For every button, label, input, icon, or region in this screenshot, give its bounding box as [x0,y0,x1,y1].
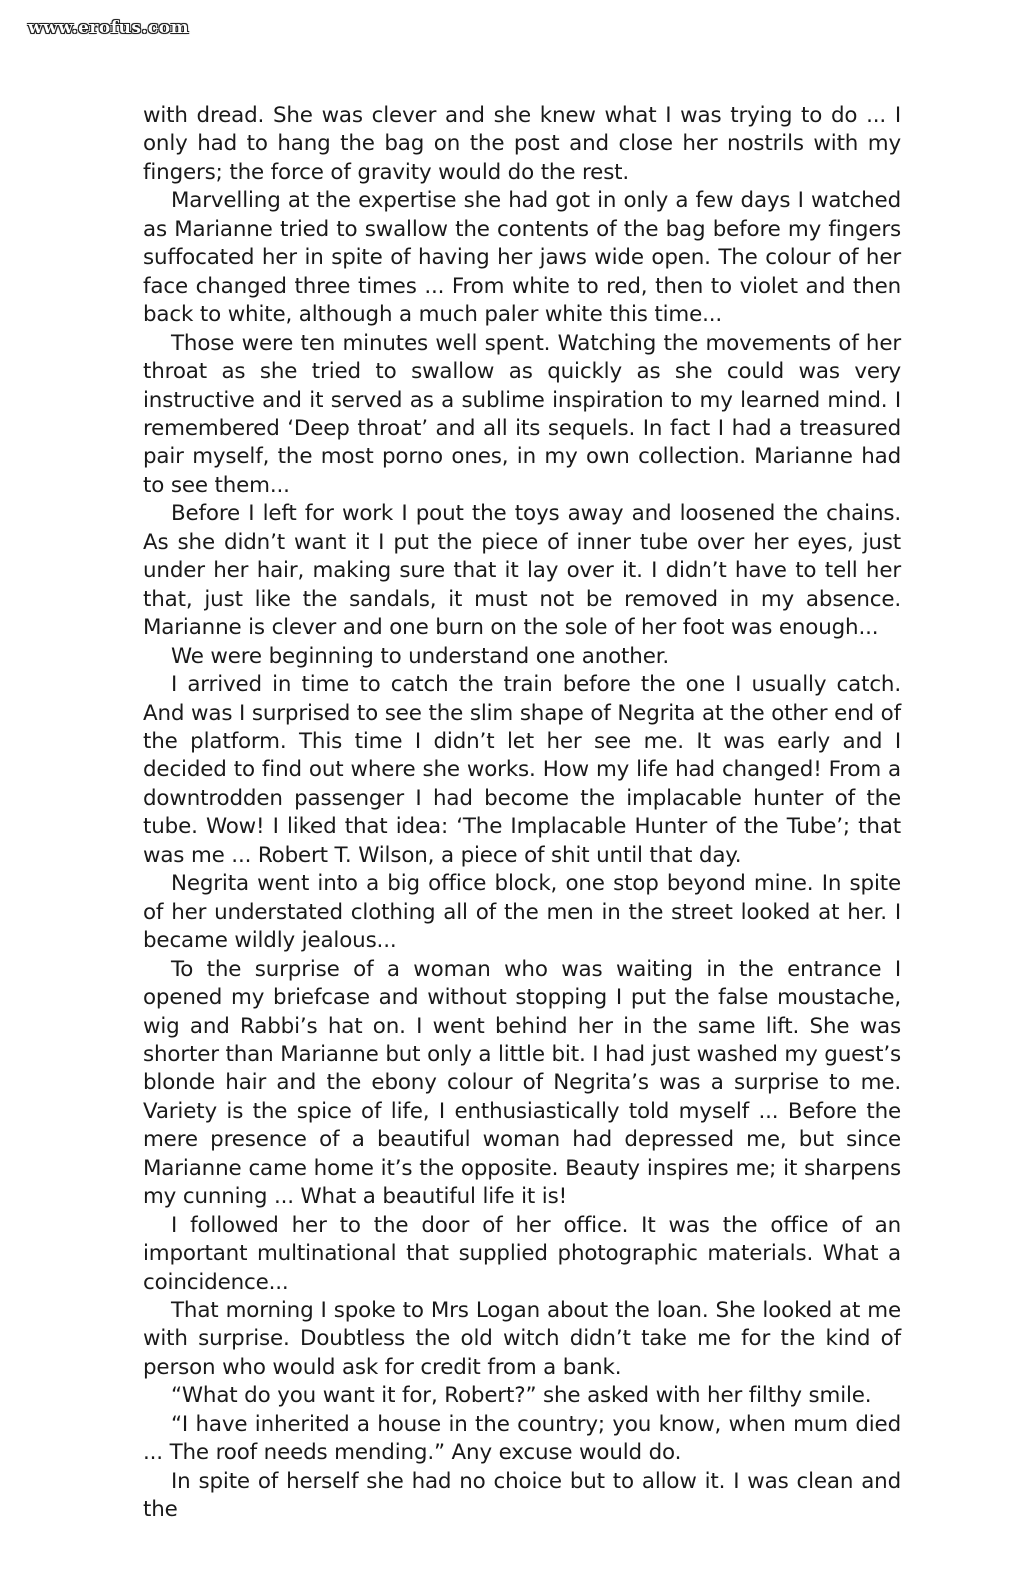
paragraph: In spite of herself she had no choice but to allow it. I was clean and the [143,1468,901,1523]
paragraph: That morning I spoke to Mrs Logan about the loan. She looked at me with surprise. Doubtless the old witch didn’t take me for the kind of person who would ask for credit from a bank. [143,1298,901,1380]
page-body [143,102,901,1525]
paragraph: Negrita went into a big office block, one stop beyond mine. In spite of her understated clothing all of the men in the street looked at her. I became wildly jealous... [143,871,901,954]
watermark: www.erofus.com [28,18,190,38]
paragraph: “I have inherited a house in the country; you know, when mum died ... The roof needs mending.” Any excuse would do. [143,1411,901,1466]
paragraph: I arrived in time to catch the train before the one I usually catch. And was I surprised to see the slim shape of Negrita at the other end of the platform. This time I didn’t let her see me. It was early and I decided to find out where she works. How my life had changed! From a downtrodden passenger I had become the implacable hunter of the tube. Wow! I liked that idea: ‘The Implacable Hunter of the Tube’; that was me ... Robert T. Wilson, a piece of shit until that day. [143,672,901,868]
paragraph: We were beginning to understand one another. [171,643,670,669]
paragraph: I followed her to the door of her office. It was the office of an important multinational that supplied photographic materials. What a coincidence... [143,1212,901,1295]
paragraph: To the surprise of a woman who was waiting in the entrance I opened my briefcase and without stopping I put the false moustache, wig and Rabbi’s hat on. I went behind her in the same lift. She was shorter than Marianne but only a little bit. I had just washed my guest’s blonde hair and the ebony colour of Negrita’s was a surprise to me. Variety is the spice of life, I enthusiastically told myself ... Before the mere presence of a beautiful woman had depressed me, but since Marianne came home it’s the opposite. Beauty inspires me; it sharpens my cunning ... What a beautiful life it is! [143,956,901,1210]
paragraph: with dread. She was clever and she knew what I was trying to do ... I only had to hang the bag on the post and close her nostrils with my fingers; the force of gravity would do the rest. [143,103,901,185]
paragraph: Those were ten minutes well spent. Watching the movements of her throat as she tried to swallow as quickly as she could was very instructive and it served as a sublime inspiration to my learned mind. I remembered ‘Deep throat’ and all its sequels. In fact I had a treasured pair myself, the most porno ones, in my own collection. Marianne had to see them... [143,330,901,498]
paragraph: “What do you want it for, Robert?” she asked with her filthy smile. [171,1383,872,1409]
paragraph: Before I left for work I pout the toys away and loosened the chains. As she didn’t want it I put the piece of inner tube over her eyes, just under her hair, making sure that it lay over it. I didn’t have to tell her that, just like the sandals, it must not be removed in my absence. Marianne is clever and one burn on the sole of her foot was enough... [143,501,901,641]
paragraph: Marvelling at the expertise she had got in only a few days I watched as Marianne tried to swallow the contents of the bag before my fingers suffocated her in spite of having her jaws wide open. The colour of her face changed three times ... From white to red, then to violet and then back to white, although a much paler white this time... [143,188,901,328]
